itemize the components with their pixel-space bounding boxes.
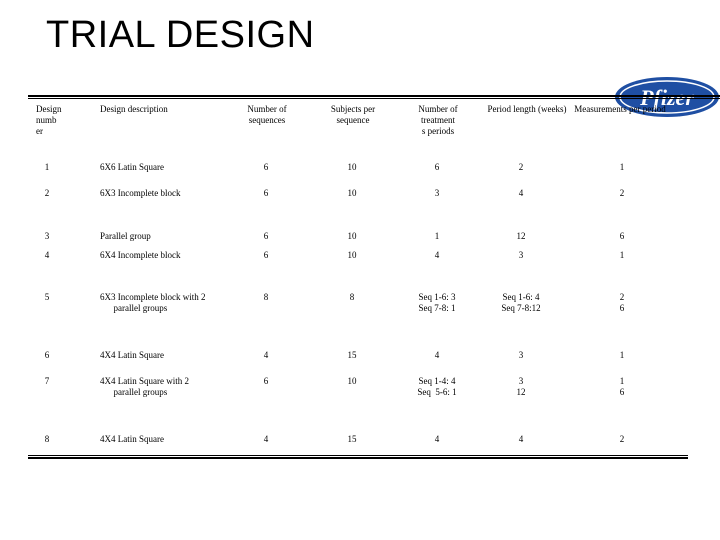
- cell-subjects-per-sequence: 10: [347, 376, 357, 386]
- cell-measurements-per-period: 2: [619, 434, 625, 444]
- header-design-number: Design numb er: [36, 104, 62, 136]
- cell-period-length: 3 12: [516, 376, 526, 397]
- cell-measurements-per-period: 2: [619, 188, 625, 198]
- cell-number-of-treatment-periods: 4: [434, 434, 440, 444]
- cell-period-length: 3: [518, 250, 524, 260]
- cell-number-of-sequences: 6: [263, 162, 269, 172]
- cell-measurements-per-period: 1 6: [619, 376, 625, 397]
- cell-period-length: 2: [518, 162, 524, 172]
- cell-number-of-treatment-periods: Seq 1-6: 3 Seq 7-8: 1: [418, 292, 456, 313]
- cell-design-description: 4X4 Latin Square: [100, 350, 164, 360]
- cell-number-of-treatment-periods: 6: [434, 162, 440, 172]
- cell-number-of-sequences: 6: [263, 231, 269, 241]
- cell-measurements-per-period: 1: [619, 250, 625, 260]
- cell-design-number: 1: [44, 162, 50, 172]
- cell-number-of-sequences: 6: [263, 188, 269, 198]
- cell-period-length: 12: [516, 231, 526, 241]
- cell-design-description: 4X4 Latin Square with 2 parallel groups: [100, 376, 189, 397]
- table-top-rule: [28, 95, 720, 99]
- cell-measurements-per-period: 1: [619, 350, 625, 360]
- cell-number-of-sequences: 6: [263, 376, 269, 386]
- cell-design-description: 4X4 Latin Square: [100, 434, 164, 444]
- cell-subjects-per-sequence: 8: [349, 292, 355, 302]
- cell-design-description: 6X6 Latin Square: [100, 162, 164, 172]
- cell-design-number: 3: [44, 231, 50, 241]
- cell-subjects-per-sequence: 15: [347, 350, 357, 360]
- cell-number-of-treatment-periods: 3: [434, 188, 440, 198]
- cell-subjects-per-sequence: 10: [347, 162, 357, 172]
- cell-design-description: 6X3 Incomplete block with 2 parallel groups: [100, 292, 206, 313]
- cell-measurements-per-period: 2 6: [619, 292, 625, 313]
- cell-design-number: 7: [44, 376, 50, 386]
- header-subjects-per-sequence: Subjects per sequence: [330, 104, 376, 125]
- cell-measurements-per-period: 1: [619, 162, 625, 172]
- cell-subjects-per-sequence: 10: [347, 231, 357, 241]
- logo-text: Pfizer: [640, 85, 694, 110]
- cell-design-number: 6: [44, 350, 50, 360]
- cell-subjects-per-sequence: 10: [347, 250, 357, 260]
- cell-period-length: 3: [518, 350, 524, 360]
- cell-subjects-per-sequence: 10: [347, 188, 357, 198]
- cell-period-length: 4: [518, 188, 524, 198]
- cell-number-of-sequences: 8: [263, 292, 269, 302]
- page-title: TRIAL DESIGN: [46, 14, 315, 56]
- cell-design-number: 5: [44, 292, 50, 302]
- cell-design-description: Parallel group: [100, 231, 151, 241]
- header-number-of-sequences: Number of sequences: [247, 104, 287, 125]
- cell-number-of-treatment-periods: 4: [434, 350, 440, 360]
- cell-design-number: 4: [44, 250, 50, 260]
- cell-measurements-per-period: 6: [619, 231, 625, 241]
- header-period-length: Period length (weeks): [487, 104, 567, 114]
- header-design-description: Design description: [100, 104, 168, 114]
- cell-period-length: Seq 1-6: 4 Seq 7-8:12: [501, 292, 541, 313]
- header-measurements-per-period: Measurements per period: [574, 104, 666, 114]
- cell-period-length: 4: [518, 434, 524, 444]
- cell-number-of-sequences: 4: [263, 434, 269, 444]
- cell-number-of-sequences: 6: [263, 250, 269, 260]
- header-number-of-treatment-periods: Number of treatment s periods: [418, 104, 458, 136]
- cell-design-number: 2: [44, 188, 50, 198]
- cell-number-of-treatment-periods: 4: [434, 250, 440, 260]
- cell-design-number: 8: [44, 434, 50, 444]
- cell-design-description: 6X4 Incomplete block: [100, 250, 181, 260]
- cell-subjects-per-sequence: 15: [347, 434, 357, 444]
- cell-number-of-treatment-periods: 1: [434, 231, 440, 241]
- cell-number-of-treatment-periods: Seq 1-4: 4 Seq 5-6: 1: [417, 376, 457, 397]
- cell-design-description: 6X3 Incomplete block: [100, 188, 181, 198]
- table-bottom-rule: [28, 455, 688, 459]
- cell-number-of-sequences: 4: [263, 350, 269, 360]
